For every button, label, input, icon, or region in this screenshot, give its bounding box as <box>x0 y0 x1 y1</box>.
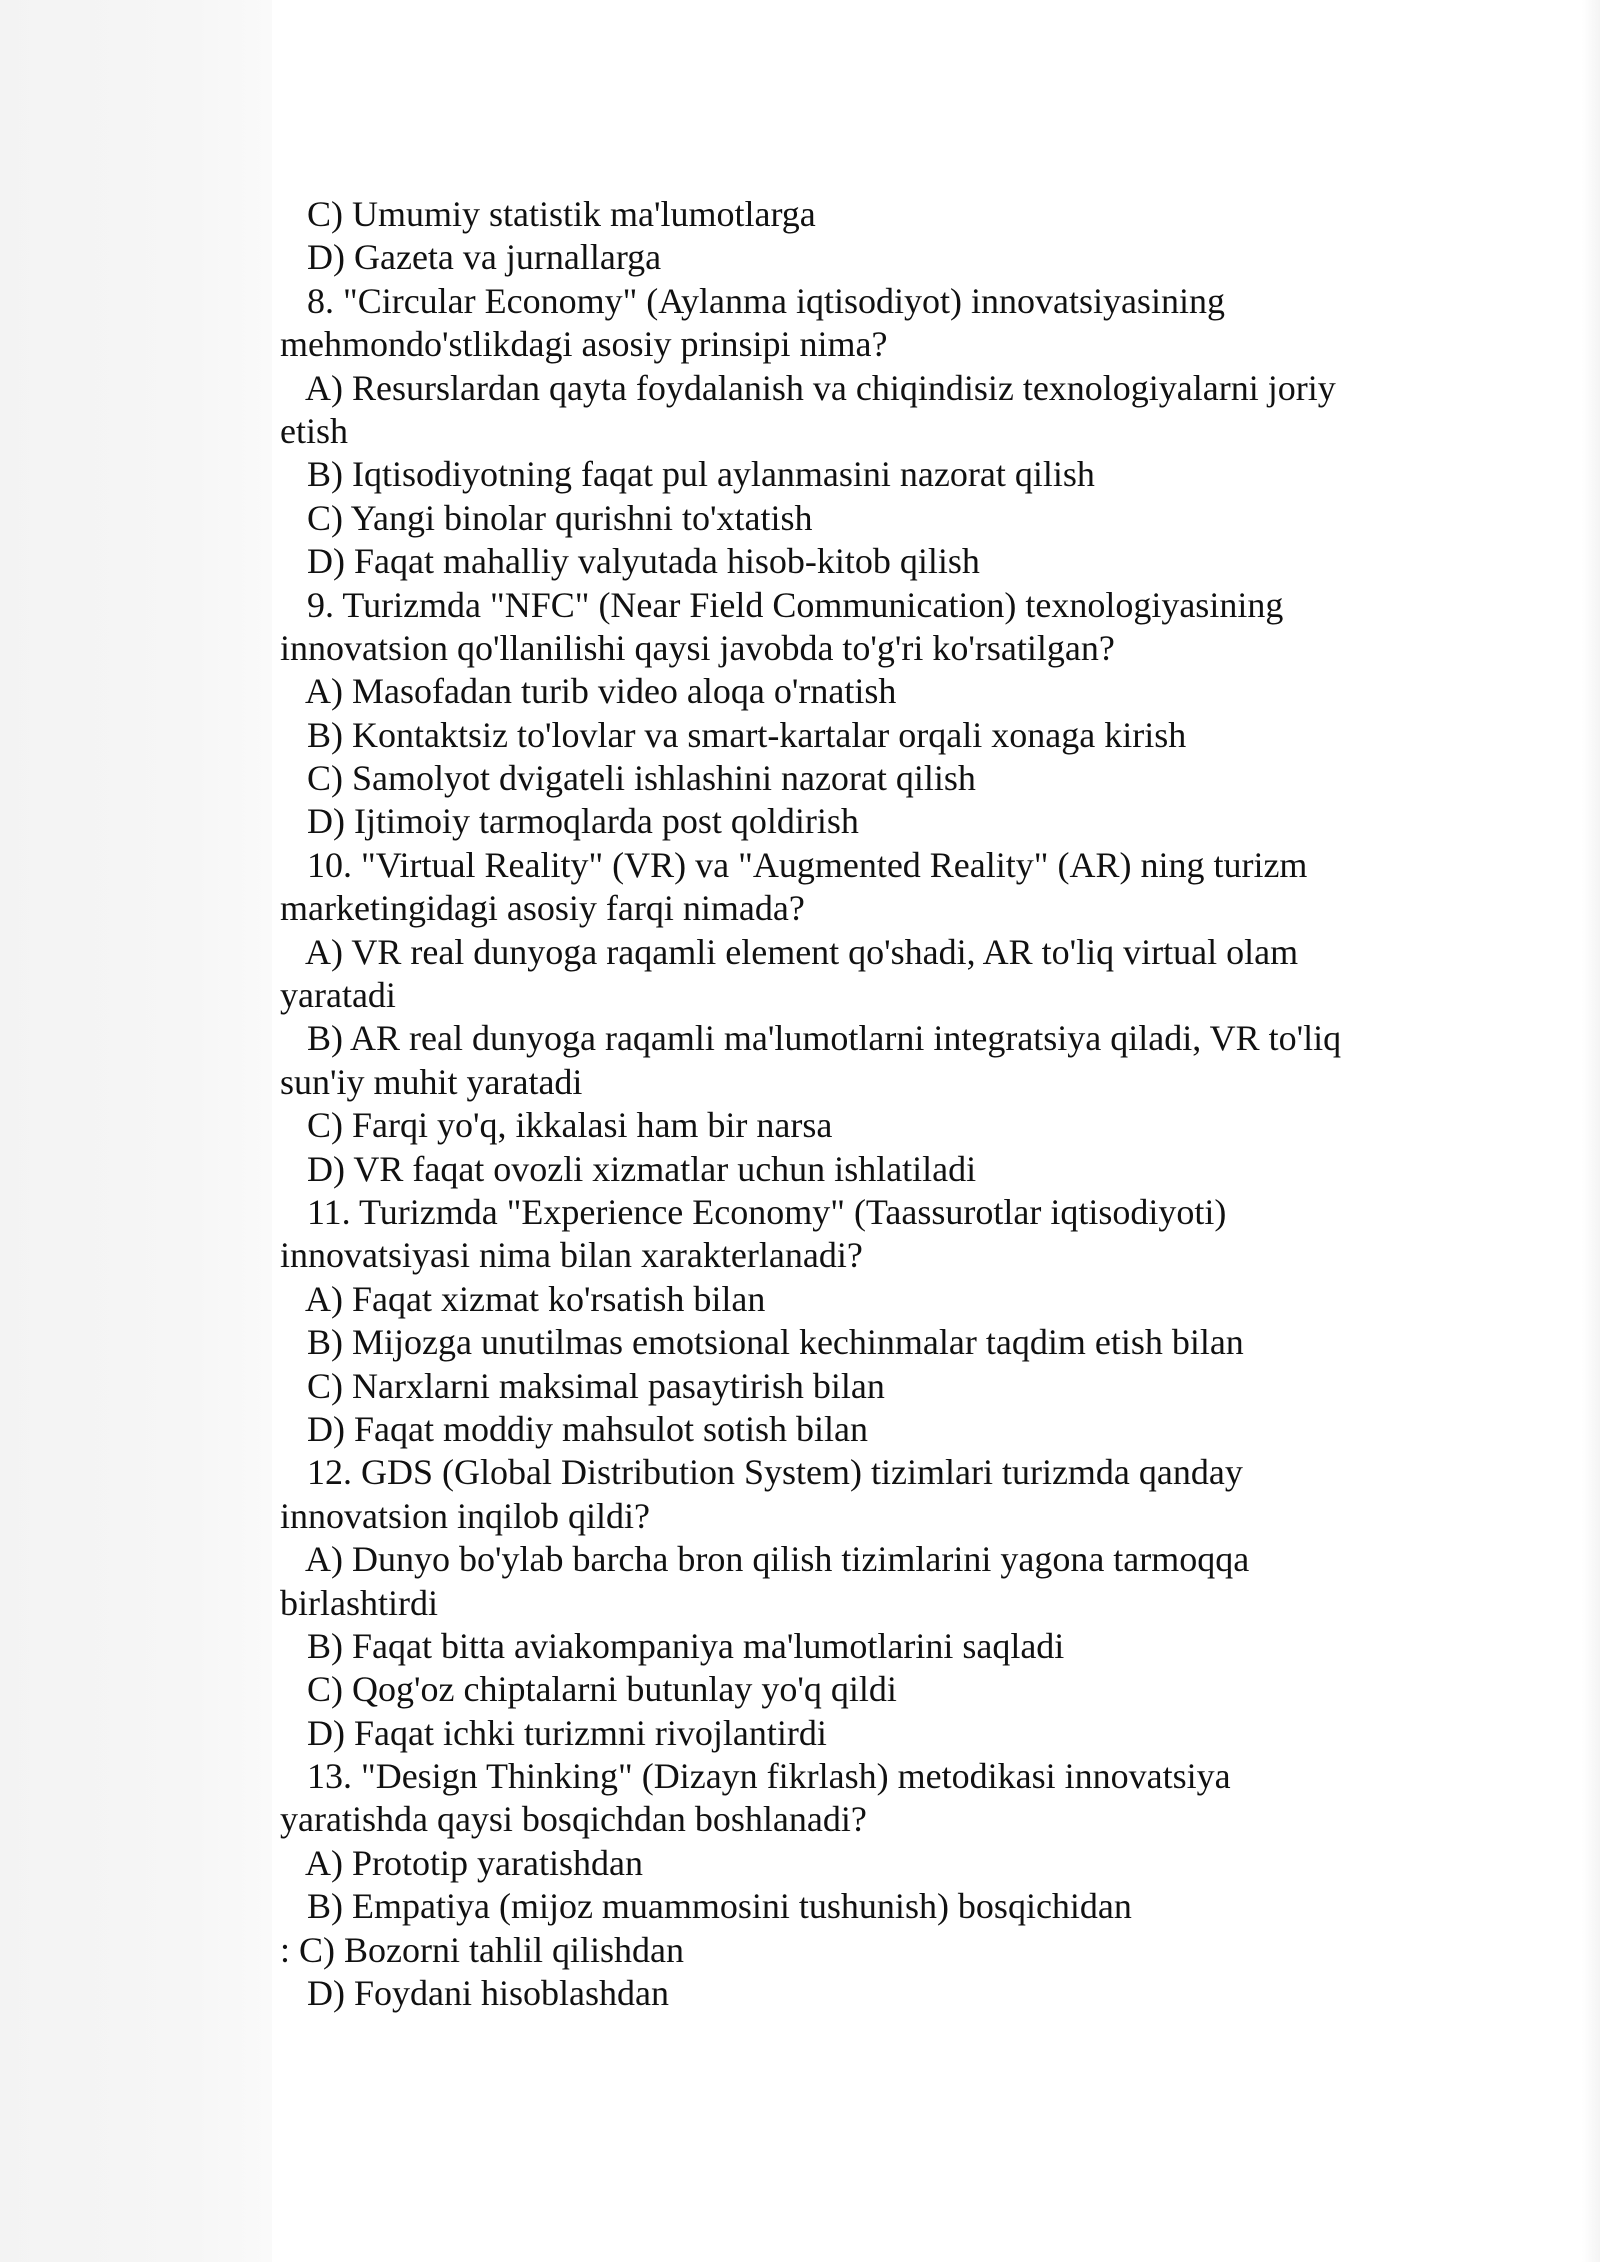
question-text: innovatsiyasi nima bilan xarakterlanadi? <box>280 1235 863 1276</box>
answer-option: B) Iqtisodiyotning faqat pul aylanmasini nazorat qilish <box>280 454 1095 495</box>
answer-option: A) Masofadan turib video aloqa o'rnatish <box>280 671 897 712</box>
answer-option: D) Faqat mahalliy valyutada hisob-kitob qilish <box>280 541 980 582</box>
question-text: yaratishda qaysi bosqichdan boshlanadi? <box>280 1799 867 1840</box>
answer-option: A) Dunyo bo'ylab barcha bron qilish tizimlarini yagona tarmoqqa <box>280 1539 1250 1580</box>
answer-option: C) Yangi binolar qurishni to'xtatish <box>280 497 813 538</box>
answer-option: A) Faqat xizmat ko'rsatish bilan <box>280 1278 766 1319</box>
answer-option: A) Prototip yaratishdan <box>280 1842 643 1883</box>
answer-option: B) Mijozga unutilmas emotsional kechinmalar taqdim etish bilan <box>280 1322 1244 1363</box>
answer-option: C) Farqi yo'q, ikkalasi ham bir narsa <box>280 1105 833 1146</box>
question-text: 10. "Virtual Reality" (VR) va "Augmented Reality" (AR) ning turizm <box>280 844 1308 885</box>
question-text: innovatsion inqilob qildi? <box>280 1495 650 1536</box>
answer-option: D) Gazeta va jurnallarga <box>280 237 662 278</box>
answer-option: C) Samolyot dvigateli ishlashini nazorat qilish <box>280 758 976 799</box>
answer-option: A) Resurslardan qayta foydalanish va chiqindisiz texnologiyalarni joriy <box>280 367 1336 408</box>
question-text: 13. "Design Thinking" (Dizayn fikrlash) metodikasi innovatsiya <box>280 1756 1231 1797</box>
answer-option: B) Empatiya (mijoz muammosini tushunish) bosqichidan <box>280 1886 1132 1927</box>
question-text: 12. GDS (Global Distribution System) tizimlari turizmda qanday <box>280 1452 1243 1493</box>
answer-option: D) Ijtimoiy tarmoqlarda post qoldirish <box>280 801 859 842</box>
question-text: 8. "Circular Economy" (Aylanma iqtisodiyot) innovatsiyasining <box>280 280 1225 321</box>
answer-option: D) Foydani hisoblashdan <box>280 1973 669 2014</box>
answer-option: D) Faqat ichki turizmni rivojlantirdi <box>280 1712 827 1753</box>
page-edge-shade <box>1582 0 1600 2262</box>
answer-option: sun'iy muhit yaratadi <box>280 1061 583 1102</box>
answer-option: B) Faqat bitta aviakompaniya ma'lumotlarini saqladi <box>280 1625 1065 1666</box>
question-text: marketingidagi asosiy farqi nimada? <box>280 888 805 929</box>
answer-option: A) VR real dunyoga raqamli element qo'shadi, AR to'liq virtual olam <box>280 931 1299 972</box>
answer-option: B) Kontaktsiz to'lovlar va smart-kartalar orqali xonaga kirish <box>280 714 1187 755</box>
page-margin-shade <box>0 0 272 2262</box>
answer-option: birlashtirdi <box>280 1582 438 1623</box>
answer-option: C) Umumiy statistik ma'lumotlarga <box>280 194 816 234</box>
answer-option: B) AR real dunyoga raqamli ma'lumotlarni integratsiya qiladi, VR to'liq <box>280 1018 1342 1059</box>
answer-option: : C) Bozorni tahlil qilishdan <box>280 1929 684 1970</box>
answer-option: D) VR faqat ovozli xizmatlar uchun ishlatiladi <box>280 1148 977 1189</box>
answer-option: yaratadi <box>280 975 396 1016</box>
question-text: 9. Turizmda "NFC" (Near Field Communication) texnologiyasining <box>280 584 1284 625</box>
answer-option: C) Qog'oz chiptalarni butunlay yo'q qildi <box>280 1669 897 1710</box>
question-text: innovatsion qo'llanilishi qaysi javobda to'g'ri ko'rsatilgan? <box>280 627 1115 668</box>
document-body <box>280 193 1400 2015</box>
answer-option: D) Faqat moddiy mahsulot sotish bilan <box>280 1408 868 1449</box>
answer-option: etish <box>280 410 348 451</box>
answer-option: C) Narxlarni maksimal pasaytirish bilan <box>280 1365 885 1406</box>
question-text: 11. Turizmda "Experience Economy" (Taassurotlar iqtisodiyoti) <box>280 1191 1227 1232</box>
question-text: mehmondo'stlikdagi asosiy prinsipi nima? <box>280 324 888 365</box>
